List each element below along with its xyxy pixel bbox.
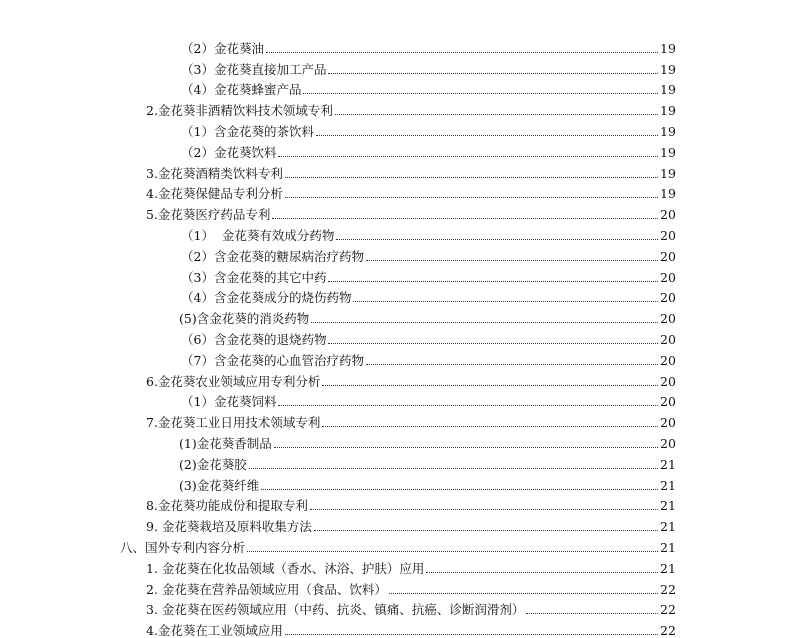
- dot-leader: [426, 571, 658, 573]
- toc-entry-title: 9. 金花葵栽培及原料收集方法: [146, 519, 312, 535]
- toc-entry-title: （1）金花葵饲料: [181, 394, 277, 410]
- dot-leader: [526, 612, 658, 614]
- dot-leader: [328, 280, 658, 282]
- toc-entry-page-number: 20: [660, 415, 676, 431]
- toc-entry-title: 2. 金花葵在营养品领域应用（食品、饮料）: [146, 581, 387, 597]
- toc-entry[interactable]: [0, 56, 791, 77]
- toc-entry-page-number: 19: [660, 144, 676, 160]
- dot-leader: [336, 238, 658, 240]
- toc-entry-title: 4.金花葵在工业领域应用: [146, 623, 283, 638]
- toc-entry-title: 8.金花葵功能成份和提取专利: [146, 498, 308, 514]
- toc-entry-page-number: 21: [660, 456, 676, 472]
- toc-entry-title: 3. 金花葵在医药领域应用（中药、抗炎、镇痛、抗癌、诊断润滑剂）: [146, 602, 525, 618]
- toc-entry-page-number: 21: [660, 560, 676, 576]
- toc-entry-page-number: 20: [660, 373, 676, 389]
- toc-entry-page-number: 20: [660, 435, 676, 451]
- toc-entry-title: （4）金花葵蜂蜜产品: [181, 82, 302, 98]
- toc-entry[interactable]: [0, 181, 791, 202]
- dot-leader: [285, 633, 658, 635]
- toc-entry-page-number: 20: [660, 248, 676, 264]
- dot-leader: [311, 321, 658, 323]
- toc-entry-title: （3）含金花葵的其它中药: [181, 269, 327, 285]
- toc-entry-title: （1） 金花葵有效成分药物: [181, 227, 335, 243]
- toc-entry[interactable]: [0, 347, 791, 368]
- toc-entry-page-number: 22: [660, 623, 676, 638]
- toc-entry-page-number: 19: [660, 40, 676, 56]
- toc-entry[interactable]: [0, 201, 791, 222]
- dot-leader: [366, 259, 658, 261]
- toc-entry[interactable]: [0, 430, 791, 451]
- toc-entry-page-number: 20: [660, 269, 676, 285]
- dot-leader: [278, 404, 658, 406]
- toc-entry-page-number: 21: [660, 498, 676, 514]
- dot-leader: [328, 342, 658, 344]
- dot-leader: [266, 51, 658, 53]
- toc-entry[interactable]: [0, 534, 791, 555]
- toc-entry-page-number: 19: [660, 61, 676, 77]
- table-of-contents: [0, 35, 791, 638]
- toc-entry-title: 6.金花葵农业领域应用专利分析: [146, 373, 321, 389]
- toc-entry[interactable]: [0, 493, 791, 514]
- toc-entry-title: （7）含金花葵的心血管治疗药物: [181, 352, 364, 368]
- toc-entry[interactable]: [0, 326, 791, 347]
- toc-entry-page-number: 20: [660, 331, 676, 347]
- toc-entry-page-number: 22: [660, 581, 676, 597]
- toc-entry-page-number: 21: [660, 539, 676, 555]
- toc-entry[interactable]: [0, 555, 791, 576]
- toc-entry[interactable]: [0, 222, 791, 243]
- toc-entry-title: (2)金花葵胶: [179, 456, 247, 472]
- toc-entry-title: （1）含金花葵的茶饮料: [181, 123, 314, 139]
- toc-entry[interactable]: [0, 160, 791, 181]
- toc-entry-page-number: 20: [660, 352, 676, 368]
- toc-entry-page-number: 20: [660, 227, 676, 243]
- dot-leader: [316, 134, 658, 136]
- toc-entry-page-number: 19: [660, 186, 676, 202]
- toc-entry[interactable]: [0, 409, 791, 430]
- dot-leader: [322, 425, 658, 427]
- toc-entry-page-number: 20: [660, 290, 676, 306]
- dot-leader: [278, 155, 658, 157]
- toc-entry-title: 八、国外专利内容分析: [120, 539, 246, 555]
- toc-entry-page-number: 19: [660, 123, 676, 139]
- toc-entry-title: （6）含金花葵的退烧药物: [181, 331, 327, 347]
- toc-entry-title: 3.金花葵酒精类饮料专利: [146, 165, 283, 181]
- toc-entry[interactable]: [0, 389, 791, 410]
- dot-leader: [285, 196, 658, 198]
- toc-entry-title: （2）金花葵油: [181, 40, 264, 56]
- toc-entry[interactable]: [0, 513, 791, 534]
- toc-entry[interactable]: [0, 368, 791, 389]
- toc-entry-page-number: 20: [660, 207, 676, 223]
- toc-entry-page-number: 19: [660, 165, 676, 181]
- toc-entry-title: 7.金花葵工业日用技术领域专利: [146, 415, 321, 431]
- toc-entry[interactable]: [0, 576, 791, 597]
- toc-entry[interactable]: [0, 617, 791, 638]
- toc-entry-title: 4.金花葵保健品专利分析: [146, 186, 283, 202]
- toc-entry-page-number: 19: [660, 82, 676, 98]
- toc-entry-page-number: 21: [660, 519, 676, 535]
- toc-entry[interactable]: [0, 472, 791, 493]
- dot-leader: [328, 72, 658, 74]
- toc-entry[interactable]: [0, 35, 791, 56]
- dot-leader: [322, 384, 658, 386]
- toc-entry[interactable]: [0, 139, 791, 160]
- toc-entry[interactable]: [0, 97, 791, 118]
- toc-entry[interactable]: [0, 264, 791, 285]
- toc-entry-title: (5)含金花葵的消炎药物: [179, 311, 310, 327]
- toc-entry-title: 5.金花葵医疗药品专利: [146, 207, 271, 223]
- toc-entry-title: （3）金花葵直接加工产品: [181, 61, 327, 77]
- toc-entry-title: （4）含金花葵成分的烧伤药物: [181, 290, 352, 306]
- toc-entry-title: （2）金花葵饮料: [181, 144, 277, 160]
- toc-entry[interactable]: [0, 597, 791, 618]
- dot-leader: [366, 363, 658, 365]
- dot-leader: [249, 467, 658, 469]
- dot-leader: [310, 508, 658, 510]
- toc-entry[interactable]: [0, 305, 791, 326]
- toc-entry-page-number: 20: [660, 394, 676, 410]
- dot-leader: [389, 592, 658, 594]
- dot-leader: [335, 113, 658, 115]
- toc-entry[interactable]: [0, 243, 791, 264]
- toc-entry[interactable]: [0, 77, 791, 98]
- toc-entry[interactable]: [0, 451, 791, 472]
- toc-entry-title: 2.金花葵非酒精饮料技术领域专利: [146, 103, 333, 119]
- toc-entry-title: （2）含金花葵的糖尿病治疗药物: [181, 248, 364, 264]
- dot-leader: [303, 92, 658, 94]
- dot-leader: [274, 446, 658, 448]
- toc-entry-title: (1)金花葵香制品: [179, 435, 272, 451]
- toc-entry-title: (3)金花葵纤维: [179, 477, 260, 493]
- dot-leader: [247, 550, 658, 552]
- toc-entry-page-number: 20: [660, 311, 676, 327]
- dot-leader: [314, 529, 658, 531]
- toc-entry-page-number: 21: [660, 477, 676, 493]
- dot-leader: [261, 488, 658, 490]
- toc-entry-page-number: 22: [660, 602, 676, 618]
- toc-entry[interactable]: [0, 118, 791, 139]
- toc-entry[interactable]: [0, 285, 791, 306]
- dot-leader: [285, 176, 658, 178]
- dot-leader: [272, 217, 658, 219]
- dot-leader: [353, 300, 658, 302]
- toc-entry-title: 1. 金花葵在化妆品领域（香水、沐浴、护肤）应用: [146, 560, 425, 576]
- toc-entry-page-number: 19: [660, 103, 676, 119]
